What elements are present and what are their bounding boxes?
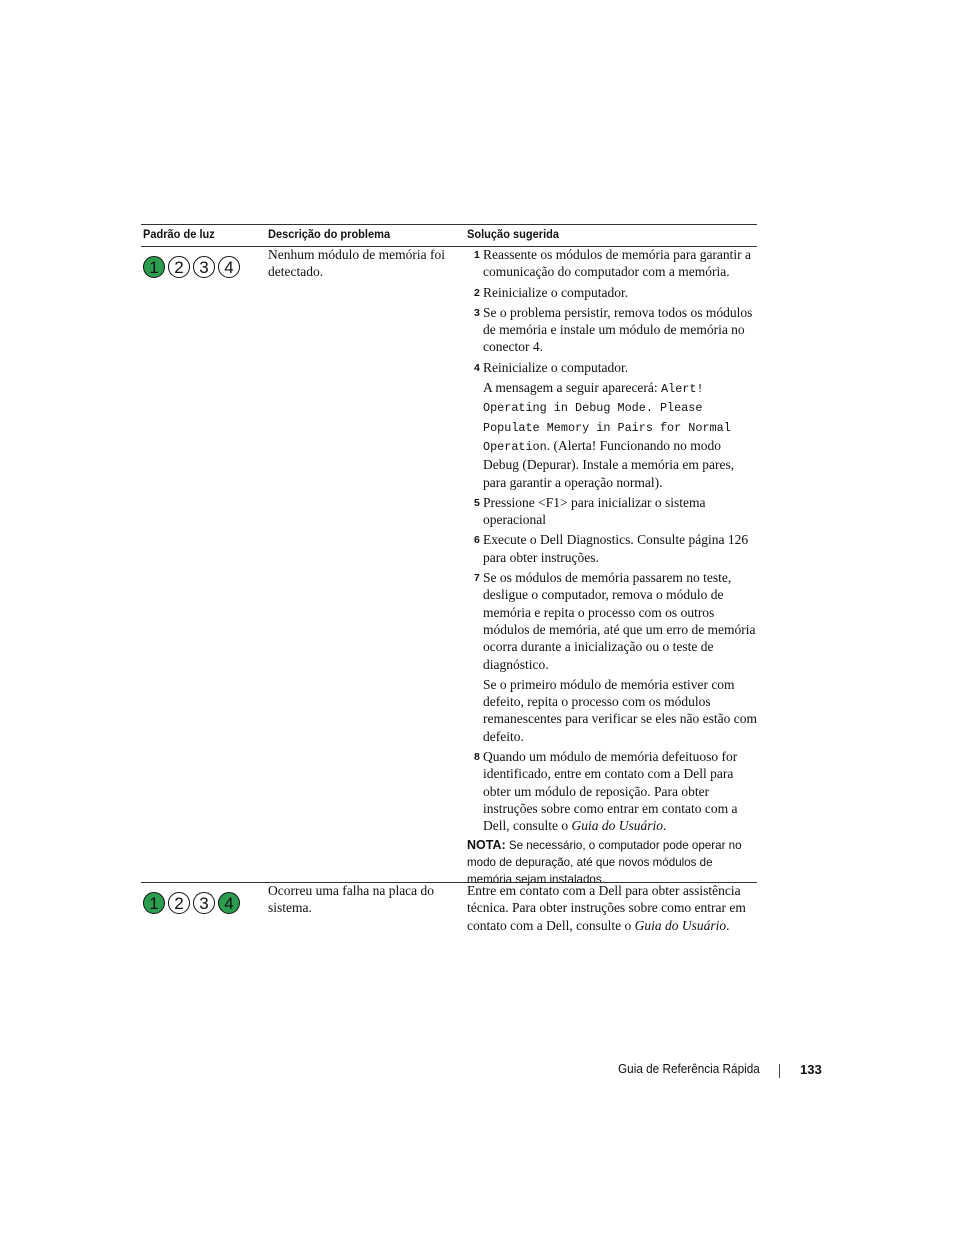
debug-mode-message: A mensagem a seguir aparecerá: Alert! Operating in Debug Mode. Please Populate Memory in Pairs for Normal Operation. (Alerta! Funcionando no modo Debug (Depurar). Instale a memória em pares, para garantir a operação normal). bbox=[483, 380, 735, 490]
led-1-on-icon: 1 bbox=[143, 256, 165, 278]
footer-title: Guia de Referência Rápida bbox=[618, 1062, 760, 1076]
solution-step: 4 Reinicialize o computador. bbox=[474, 359, 629, 375]
solution-row1 bbox=[467, 246, 757, 888]
led-4-on-icon: 4 bbox=[218, 892, 240, 914]
note: NOTA: Se necessário, o computador pode operar no modo de depuração, até que novos módulos de memória sejam instalados. bbox=[467, 837, 742, 887]
solution-step: 5 Pressione <F1> para inicializar o sistema operacional bbox=[474, 494, 706, 528]
table-top-rule bbox=[141, 224, 757, 225]
led-3-off-icon: 3 bbox=[193, 256, 215, 278]
problem-description-row2: Ocorreu uma falha na placa do sistema. bbox=[268, 883, 435, 916]
problem-description-row1: Nenhum módulo de memória foi detectado. bbox=[268, 247, 445, 280]
header-light-pattern: Padrão de luz bbox=[143, 227, 215, 241]
solution-step: 2 Reinicialize o computador. bbox=[474, 284, 629, 300]
led-1-on-icon: 1 bbox=[143, 892, 165, 914]
note-label: NOTA: bbox=[467, 837, 506, 852]
led-3-off-icon: 3 bbox=[193, 892, 215, 914]
light-pattern-row2 bbox=[143, 892, 240, 914]
solution-row2: Entre em contato com a Dell para obter assistência técnica. Para obter instruções sobre como entrar em contato com a Dell, consulte o Guia do Usuário. bbox=[467, 883, 746, 933]
footer-separator bbox=[779, 1064, 780, 1078]
solution-step: 3 Se o problema persistir, remova todos os módulos de memória e instale um módulo de memória no conector 4. bbox=[474, 304, 753, 355]
alert-message-code: Alert! Operating in Debug Mode. Please Populate Memory in Pairs for Normal Operation bbox=[483, 382, 731, 454]
led-2-off-icon: 2 bbox=[168, 256, 190, 278]
light-pattern-row1 bbox=[143, 256, 240, 278]
solution-step: 7 Se os módulos de memória passarem no teste, desligue o computador, remova o módulo de memória e repita o processo com os outros módulos de memória, até que um erro de memória ocorra durante a inicialização ou o teste de diagnóstico. bbox=[474, 570, 756, 672]
user-guide-reference: Guia do Usuário bbox=[634, 917, 727, 933]
solution-step: 8 Quando um módulo de memória defeituoso for identificado, entre em contato com a Dell para obter um módulo de reposição. Para obter instruções sobre como entrar em contato com a Dell, consulte o Guia do Usuário. bbox=[474, 749, 738, 834]
page-number: 133 bbox=[800, 1062, 822, 1077]
led-4-off-icon: 4 bbox=[218, 256, 240, 278]
user-guide-reference: Guia do Usuário bbox=[571, 818, 663, 834]
page-footer bbox=[0, 1062, 954, 1082]
header-problem-description: Descrição do problema bbox=[268, 227, 391, 241]
solution-step: 1 Reassente os módulos de memória para garantir a comunicação do computador com a memória. bbox=[474, 247, 752, 280]
header-suggested-solution: Solução sugerida bbox=[467, 227, 560, 241]
led-2-off-icon: 2 bbox=[168, 892, 190, 914]
solution-step: 6 Execute o Dell Diagnostics. Consulte página 126 para obter instruções. bbox=[474, 532, 749, 565]
step7-followup: Se o primeiro módulo de memória estiver com defeito, repita o processo com os módulos remanescentes para verificar se eles não estão com defeito. bbox=[483, 676, 757, 744]
